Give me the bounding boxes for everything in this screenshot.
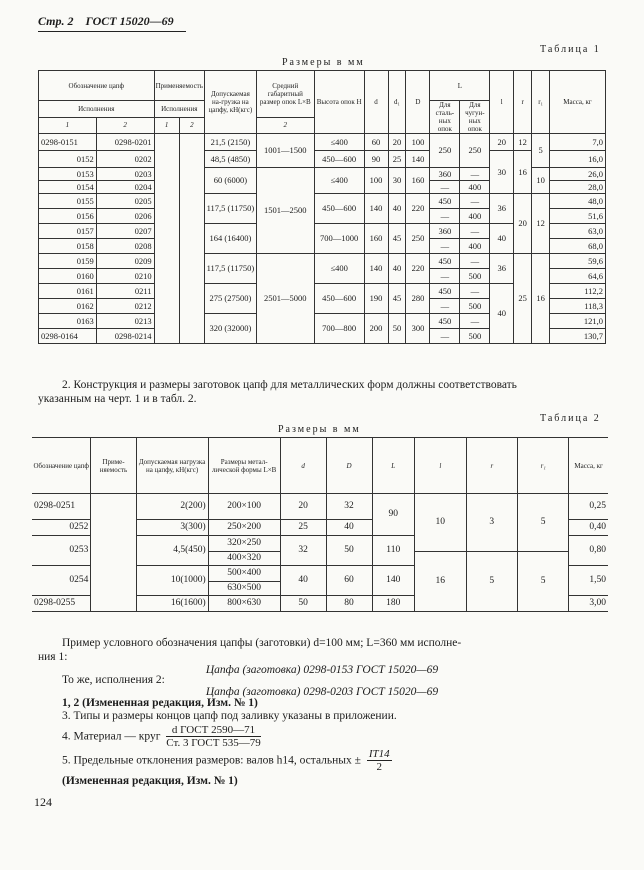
table-row: 0154 0204 — 400 28,0	[39, 181, 606, 194]
t1-n1: 1	[39, 117, 97, 134]
tolerance-denominator: 2	[376, 761, 382, 773]
t1-n2: 2	[96, 117, 154, 134]
example-line1: Пример условного обозначения цапфы (заготовки) d=100 мм; L=360 мм исполне-	[62, 637, 462, 649]
table-row: 0155 0205 117,5 (11750) 450—600 140 40 220 450 — 36 20 12 48,0	[39, 194, 606, 209]
paragraph-5	[62, 748, 395, 773]
table-row: 630×500	[32, 582, 608, 596]
table-row: 0152 0202 48,5 (4850) 450—600 90 25 140 30 16 16,0	[39, 151, 606, 168]
t1-h-r1: r₁	[532, 71, 550, 134]
material-fraction	[166, 724, 260, 749]
standard-number: ГОСТ 15020—69	[85, 14, 174, 28]
t2-h-L: L	[372, 438, 414, 494]
p4-text: 4. Материал — круг	[62, 730, 161, 743]
t1-h-flask: Средний габаритный размер опок L×B	[256, 71, 314, 118]
table-row: 0254 10(1000) 500×400 40 60 140 1,50	[32, 566, 608, 582]
header-rule	[38, 31, 186, 32]
material-denominator: Ст. 3 ГОСТ 535—79	[166, 737, 261, 749]
t1-h-D: D	[406, 71, 430, 134]
para2-line1: 2. Конструкция и размеры заготовок цапф для металлических форм должны соответствовать	[62, 379, 517, 391]
example-line3: То же, исполнения 2:	[62, 674, 165, 686]
table-row: 0159 0209 117,5 (11750) 2501—5000 ≤400 140 40 220 450 — 36 25 16 59,6	[39, 254, 606, 269]
table-row: 0162 0212 — 500 118,3	[39, 299, 606, 314]
example-code1: Цапфа (заготовка) 0298-0153 ГОСТ 15020—69	[205, 664, 439, 676]
t1-h-d1: d₁	[388, 71, 406, 134]
t2-h-load: Допускаемая нагрузка на цапфу, кН(кгс)	[136, 438, 208, 494]
t2-h-r1: r₁	[517, 438, 568, 494]
t2-h-applicability: Приме-няемость	[91, 438, 136, 494]
material-numerator: d ГОСТ 2590—71	[166, 724, 260, 737]
t2-h-designation: Обозначение цапф	[32, 438, 91, 494]
page-label: Стр. 2	[38, 14, 74, 28]
table2-units: Размеры в мм	[278, 424, 361, 435]
t2-h-mass: Масса, кг	[569, 438, 608, 494]
paragraph-3: 3. Типы и размеры концов цапф под заливку указаны в приложении.	[62, 710, 397, 722]
table2	[32, 437, 608, 612]
t1-h-r: r	[514, 71, 532, 134]
table-row: 0156 0206 — 400 51,6	[39, 209, 606, 224]
para2-line2: указанным на черт. 1 и в табл. 2.	[38, 393, 197, 405]
t1-h-variant: Исполнения	[39, 101, 155, 118]
table-row: 0157 0207 164 (16400) 700—1000 160 45 250 360 — 40 63,0	[39, 224, 606, 239]
p5-text: 5. Предельные отклонения размеров: валов h14, остальных ±	[62, 754, 361, 767]
t2-h-d: d	[280, 438, 326, 494]
t1-n5: 2	[256, 117, 314, 134]
table-row: 0158 0208 — 400 68,0	[39, 239, 606, 254]
t1-h-l: l	[490, 71, 514, 134]
t1-n3: 1	[154, 117, 179, 134]
table-row: 0253 4,5(450) 320×250 32 50 110 0,80	[32, 536, 608, 552]
page-number: 124	[34, 795, 52, 809]
t1-h-Lsteel: Для сталь-ных опок	[430, 101, 460, 134]
table-row: 0252 3(300) 250×200 25 40 0,40	[32, 520, 608, 536]
page-header	[38, 14, 174, 29]
table-row: 0298-0151 0298-0201 21,5 (2150) 1001—1500 ≤400 60 20 100 250 250 20 12 5 7,0	[39, 134, 606, 151]
t1-h-d: d	[364, 71, 388, 134]
table1	[38, 70, 606, 344]
table-row: 0163 0213 320 (32000) 700—800 200 50 300 450 — 121,0	[39, 314, 606, 329]
t1-h-variant2: Исполнения	[154, 101, 204, 118]
example-line2: ния 1:	[38, 651, 68, 663]
paragraph-4	[62, 724, 264, 749]
t1-n4: 2	[179, 117, 204, 134]
table1-label: Таблица 1	[540, 44, 601, 55]
t1-h-designation: Обозначение цапф	[39, 71, 155, 101]
t2-h-form: Размеры метал-лической формы L×B	[208, 438, 280, 494]
table-row: 0298-0164 0298-0214 — 500 130,7	[39, 329, 606, 344]
tolerance-numerator: IT14	[368, 748, 390, 760]
table-row: 400×320 16 5 5	[32, 552, 608, 566]
table-row: 0161 0211 275 (27500) 450—600 190 45 280 450 — 40 112,2	[39, 284, 606, 299]
table2-label: Таблица 2	[540, 413, 601, 424]
example-code2: Цапфа (заготовка) 0298-0203 ГОСТ 15020—69	[205, 686, 439, 698]
table1-units: Размеры в мм	[282, 57, 365, 68]
t2-h-D: D	[326, 438, 372, 494]
t2-h-r: r	[466, 438, 517, 494]
t1-h-mass: Масса, кг	[550, 71, 606, 134]
table-row: 0298-0255 16(1600) 800×630 50 80 180 3,00	[32, 596, 608, 612]
tolerance-fraction	[367, 748, 392, 773]
t1-h-load: Допускаемая на-грузка на цапфу, кН(кгс)	[204, 71, 256, 134]
table-row: 0298-0251 2(200) 200×100 20 32 90 10 3 5 0,25	[32, 494, 608, 520]
t1-h-applicability: Применяемость	[154, 71, 204, 101]
note-1: 1, 2 (Измененная редакция, Изм. № 1)	[62, 697, 258, 709]
t1-h-height: Высота опок H	[314, 71, 364, 134]
t1-h-Liron: Для чугун-ных опок	[460, 101, 490, 134]
note-2: (Измененная редакция, Изм. № 1)	[62, 775, 238, 787]
table-row: 0160 0210 — 500 64,6	[39, 269, 606, 284]
table-row: 0153 0203 60 (6000) 1501—2500 ≤400 100 30 160 360 — 10 26,0	[39, 168, 606, 181]
t1-h-L: L	[430, 71, 490, 101]
t2-h-l: l	[414, 438, 466, 494]
